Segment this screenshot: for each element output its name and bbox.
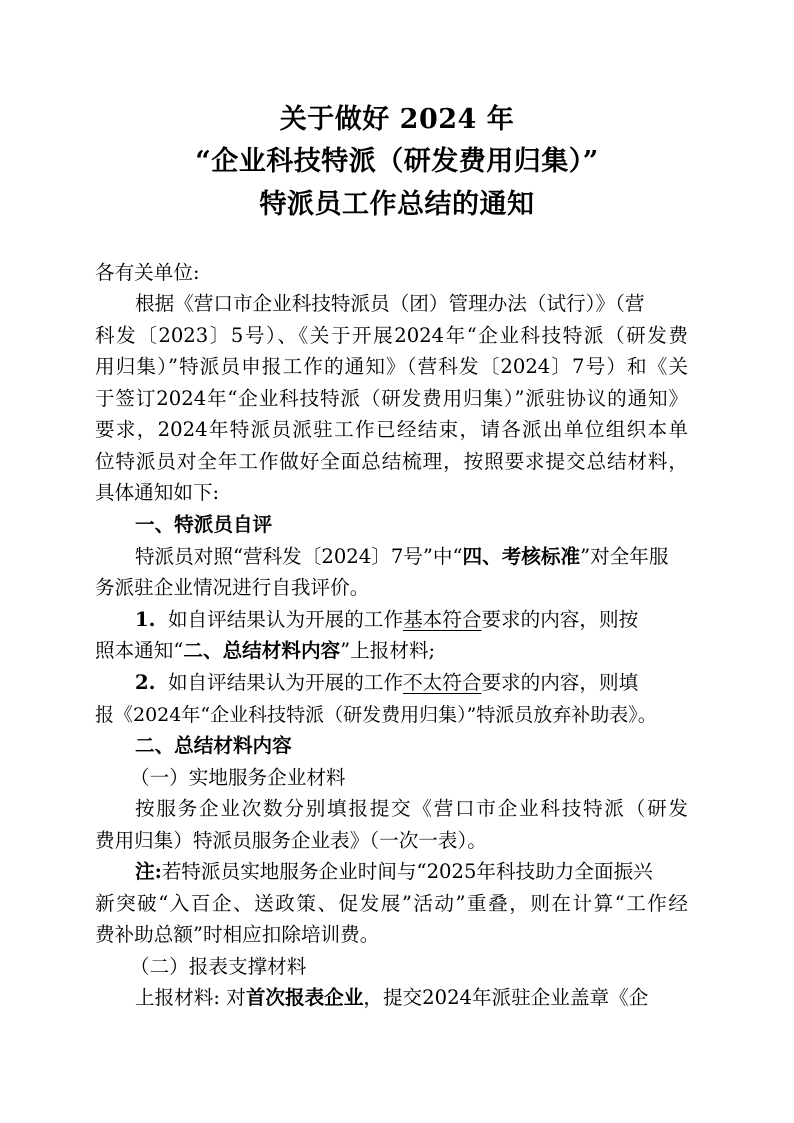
intro-line: 科发〔2023〕5号）、《关于开展2024年“企业科技特派（研发费	[95, 324, 688, 347]
salutation: 各有关单位:	[95, 261, 200, 284]
list-item-1	[135, 605, 688, 635]
bold-text-run: 四、考核标准	[462, 545, 581, 568]
text-run: 要求的内容，则填	[481, 671, 639, 694]
note-paragraph	[135, 857, 688, 887]
text-run: ，提交2024年派驻企业盖章《企	[363, 986, 649, 1009]
intro-line: 用归集）”特派员申报工作的通知》（营科发〔2024〕7号）和《关	[95, 355, 688, 378]
underlined-text-run: 不太符合	[403, 671, 482, 694]
text-run: 要求的内容，则按	[481, 608, 639, 631]
list-number: 1.	[135, 608, 156, 631]
bold-text-run: 首次报表企业	[245, 986, 364, 1009]
subsection-1-heading: （一）实地服务企业材料	[130, 766, 346, 789]
section-2-heading: 二、总结材料内容	[135, 734, 292, 757]
text-run: 照本通知“	[95, 639, 184, 662]
list-number: 2.	[135, 671, 156, 694]
text-run: 对	[226, 986, 246, 1009]
text-run: ”上报材料;	[340, 639, 436, 662]
subsection-2-heading: （二）报表支撑材料	[130, 955, 307, 978]
list-item-2-line: 报《2024年“企业科技特派（研发费用归集）”特派员放弃补助表》。	[95, 704, 657, 726]
note-line: 新突破“入百企、送政策、促发展”活动”重叠，则在计算“工作经	[95, 892, 688, 915]
intro-line: 具体通知如下:	[95, 481, 220, 504]
text-run: 特派员对照“营科发〔2024〕7号”中“	[135, 545, 463, 568]
bold-text-run: 二、总结材料内容	[183, 639, 341, 662]
text-run: 如自评结果认为开展的工作	[167, 608, 404, 631]
text-run: 若特派员实地服务企业时间与“2025年科技助力全面振兴	[161, 860, 653, 883]
intro-line: 于签订2024年“企业科技特派（研发费用归集）”派驻协议的通知》	[95, 387, 688, 410]
list-item-1-line	[95, 636, 699, 666]
subsection-1-line: 费用归集）特派员服务企业表》（一次一表）。	[95, 829, 487, 852]
note-line: 费补助总额”时相应扣除培训费。	[95, 923, 380, 946]
text-run: 上报材料:	[135, 986, 220, 1009]
section-1-paragraph-line: 务派驻企业情况进行自我评价。	[95, 576, 370, 599]
section-1-heading: 一、特派员自评	[135, 513, 273, 536]
list-item-2	[135, 668, 688, 698]
note-label: 注:	[135, 860, 162, 883]
text-run: 如自评结果认为开展的工作	[167, 671, 404, 694]
title-line-3: 特派员工作总结的通知	[259, 189, 535, 220]
section-1-paragraph	[135, 542, 688, 572]
subsection-2-line	[135, 983, 688, 1013]
text-run: ”对全年服	[580, 545, 669, 568]
intro-line: 位特派员对全年工作做好全面总结梳理，按照要求提交总结材料，	[95, 450, 688, 473]
title-line-1: 关于做好 2024 年	[279, 104, 515, 135]
intro-line: 根据《营口市企业科技特派员（团）管理办法（试行）》（营	[135, 292, 645, 315]
intro-line: 要求，2024年特派员派驻工作已经结束，请各派出单位组织本单	[95, 418, 688, 441]
subsection-1-line: 按服务企业次数分别填报提交《营口市企业科技特派（研发	[135, 797, 688, 820]
title-line-2: “企业科技特派（研发费用归集）”	[195, 146, 599, 177]
underlined-text-run: 基本符合	[403, 608, 482, 631]
